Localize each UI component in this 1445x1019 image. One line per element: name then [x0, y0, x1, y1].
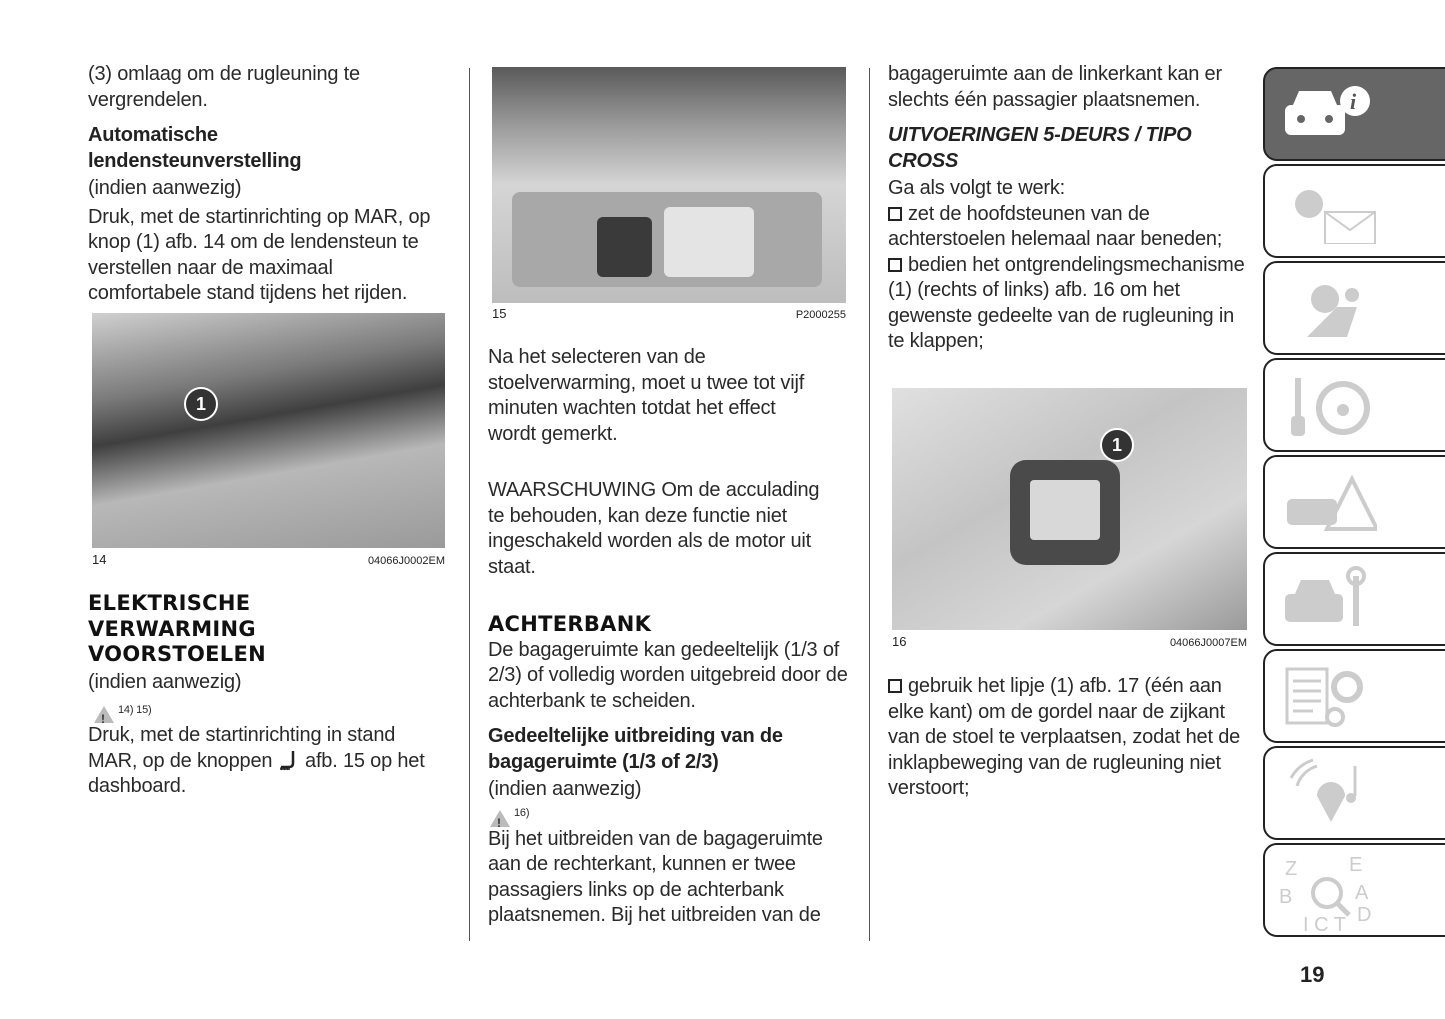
figure-number: 14: [92, 552, 107, 567]
figure-code: 04066J0007EM: [1169, 637, 1247, 649]
svg-text:D: D: [1357, 904, 1372, 926]
paragraph: [88, 723, 448, 800]
svg-text:I C T: I C T: [1303, 914, 1346, 933]
column-divider: [869, 68, 870, 941]
figure-number: 16: [892, 634, 907, 649]
list-item: [888, 674, 1248, 802]
car-hazard-icon: [1277, 465, 1377, 535]
svg-text:A: A: [1355, 882, 1369, 904]
figure-15-caption: [492, 306, 846, 321]
paragraph-text: Druk, met de startinrichting in stand MAR, op de knoppen: [88, 724, 396, 772]
figure-number: 15: [492, 306, 507, 321]
warning-refs: 16): [514, 807, 530, 819]
heading-rear-seat: ACHTERBANK: [488, 612, 652, 636]
column-divider: [469, 68, 470, 941]
figure-callout: 1: [184, 387, 218, 421]
tab-car-info[interactable]: [1263, 67, 1445, 161]
car-wrench-icon: [1277, 562, 1377, 632]
column-3-lower: [888, 674, 1248, 802]
tab-emergency[interactable]: [1263, 455, 1445, 549]
figure-16-image: [892, 388, 1247, 630]
key-steering-wheel-icon: [1277, 368, 1377, 438]
paragraph: Druk, met de startinrichting op MAR, op knop (1) afb. 14 om de lendensteun te verstellen naar de maximaal comfortabele stand tijdens het rijden.: [88, 205, 431, 304]
warning-reference: [488, 803, 848, 827]
column-1-lower: [88, 591, 448, 800]
optional-note: (indien aanwezig): [488, 778, 642, 800]
paragraph: Bij het uitbreiden van de bagageruimte aan de rechterkant, kunnen er twee passagiers links op de achterbank plaatsnemen. Bij het uitbreiden van de: [488, 827, 823, 926]
tab-index[interactable]: [1263, 843, 1445, 937]
tab-lights-messages[interactable]: [1263, 164, 1445, 258]
column-1: [88, 62, 448, 307]
warning-triangle-icon: [94, 706, 114, 723]
alphabetical-index-icon: [1277, 853, 1377, 933]
svg-text:E: E: [1349, 854, 1363, 876]
list-item-text: zet de hoofdsteunen van de achterstoelen helemaal naar beneden;: [888, 202, 1223, 250]
checkbox-bullet-icon: [888, 679, 902, 693]
svg-text:i: i: [1350, 89, 1357, 114]
list-item: [888, 202, 1248, 253]
list-item: [888, 253, 1248, 355]
figure-15-image: [492, 67, 846, 303]
car-info-icon: [1277, 77, 1377, 147]
paragraph: Ga als volgt te werk:: [888, 177, 1065, 199]
tab-technical-data[interactable]: [1263, 649, 1445, 743]
paragraph: bagageruimte aan de linkerkant kan er slechts één passagier plaatsnemen.: [888, 63, 1222, 111]
warning-triangle-icon: [490, 810, 510, 827]
warning-paragraph: WAARSCHUWING Om de acculading te behouden, kan deze functie niet ingeschakeld worden als de motor uit staat.: [488, 479, 820, 578]
figure-14-caption: [92, 552, 445, 567]
paragraph: De bagageruimte kan gedeeltelijk (1/3 of 2/3) of volledig worden uitgebreid door de achterbank te scheiden.: [488, 638, 848, 712]
paragraph: (3) omlaag om de rugleuning te vergrendelen.: [88, 63, 360, 111]
column-3: [888, 62, 1248, 355]
tab-multimedia[interactable]: [1263, 746, 1445, 840]
checkbox-bullet-icon: [888, 258, 902, 272]
checkbox-bullet-icon: [888, 207, 902, 221]
figure-14-image: [92, 313, 445, 548]
paragraph: Na het selecteren van de stoelverwarming, moet u twee tot vijf minuten wachten totdat het effect wordt gemerkt.: [488, 346, 805, 445]
optional-note: (indien aanwezig): [88, 670, 242, 693]
warning-refs: 14) 15): [118, 703, 152, 716]
heading-lumbar: Automatische lendensteunverstelling: [88, 124, 302, 172]
figure-callout: 1: [1100, 428, 1134, 462]
svg-text:Z: Z: [1285, 858, 1298, 880]
tab-maintenance[interactable]: [1263, 552, 1445, 646]
tab-starting-driving[interactable]: [1263, 358, 1445, 452]
tab-safety[interactable]: [1263, 261, 1445, 355]
heading-5-door: UITVOERINGEN 5-DEURS / TIPO CROSS: [888, 124, 1192, 172]
warning-reference: [88, 695, 448, 723]
column-2: [488, 345, 848, 929]
page-number: 19: [1300, 962, 1325, 987]
warning-light-message-icon: [1277, 174, 1377, 244]
heading-seat-heating: ELEKTRISCHE VERWARMING VOORSTOELEN: [88, 591, 267, 666]
seat-heater-icon: [278, 749, 300, 771]
figure-code: 04066J0002EM: [367, 555, 445, 567]
specs-gear-icon: [1277, 659, 1377, 729]
paragraph-text: afb. 15 op het dashboard.: [88, 749, 425, 797]
airbag-seatbelt-icon: [1277, 271, 1377, 341]
list-item-text: gebruik het lipje (1) afb. 17 (één aan elke kant) om de gordel naar de zijkant van de stoel te verplaatsen, zodat het de inklapbeweging van de rugleuning niet verstoort;: [888, 675, 1241, 799]
multimedia-icon: [1277, 756, 1377, 826]
figure-code: P2000255: [795, 309, 846, 321]
heading-partial-extension: Gedeeltelijke uitbreiding van de bagageruimte (1/3 of 2/3): [488, 725, 783, 773]
svg-text:B: B: [1279, 886, 1293, 908]
figure-16-caption: [892, 634, 1247, 649]
list-item-text: bedien het ontgrendelingsmechanisme (1) (rechts of links) afb. 16 om het gewenste gedeelte van de rugleuning in te klappen;: [888, 253, 1245, 352]
optional-note: (indien aanwezig): [88, 177, 242, 199]
